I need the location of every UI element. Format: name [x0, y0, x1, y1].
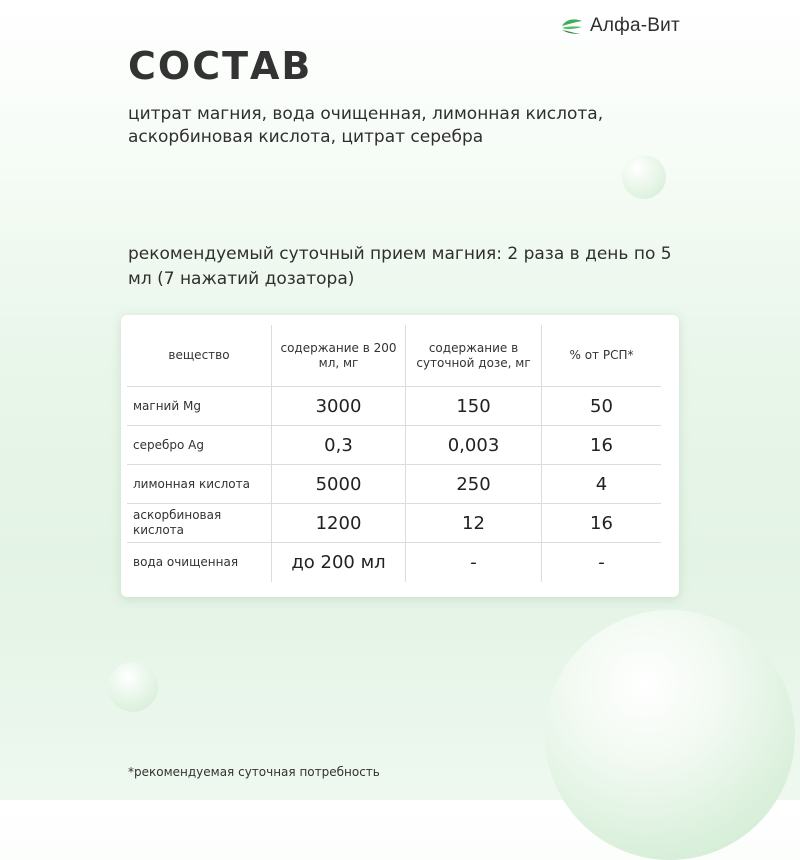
row-substance: серебро Ag: [133, 437, 204, 452]
composition-text: цитрат магния, вода очищенная, лимонная кислота, аскорбиновая кислота, цитрат серебра: [128, 104, 604, 147]
brand-logo: [560, 14, 680, 38]
row-rsp-percent: 16: [541, 504, 661, 542]
table-header-row: [127, 325, 661, 387]
row-substance: лимонная кислота: [133, 476, 250, 491]
row-content-daily: 250: [405, 465, 541, 503]
leaf-logo-icon: [560, 17, 584, 35]
row-content-200ml: до 200 мл: [271, 543, 405, 582]
row-substance: магний Mg: [133, 398, 201, 413]
header-content-daily: содержание в суточной дозе, мг: [405, 325, 541, 386]
composition-table-card: [121, 315, 679, 597]
header-substance: вещество: [168, 348, 230, 362]
page-title: СОСТАВ: [128, 44, 313, 88]
row-content-daily: -: [405, 543, 541, 582]
table-row: [127, 426, 661, 465]
brand-name: Алфа-Вит: [590, 15, 680, 36]
row-content-daily: 0,003: [405, 426, 541, 464]
row-content-daily: 150: [405, 387, 541, 425]
decor-bubble-left: [108, 662, 158, 712]
footnote: *рекомендуемая суточная потребность: [128, 765, 380, 779]
row-rsp-percent: -: [541, 543, 661, 582]
row-substance: вода очищенная: [133, 555, 239, 569]
row-rsp-percent: 4: [541, 465, 661, 503]
decor-bubble-large: [545, 610, 795, 860]
recommendation-text: рекомендуемый суточный прием магния: 2 раза в день по 5 мл (7 нажатий дозатора): [128, 244, 672, 289]
row-content-200ml: 5000: [271, 465, 405, 503]
decor-bubble-small: [622, 155, 666, 199]
row-content-200ml: 3000: [271, 387, 405, 425]
table-row: [127, 387, 661, 426]
row-content-200ml: 0,3: [271, 426, 405, 464]
table-row: [127, 504, 661, 543]
row-substance: аскорбиновая кислота: [133, 508, 222, 537]
composition-table: [127, 325, 661, 582]
header-rsp-percent: % от РСП*: [541, 325, 661, 386]
row-rsp-percent: 50: [541, 387, 661, 425]
table-row: [127, 465, 661, 504]
row-content-daily: 12: [405, 504, 541, 542]
row-rsp-percent: 16: [541, 426, 661, 464]
table-row: [127, 543, 661, 582]
header-content-200ml: содержание в 200 мл, мг: [271, 325, 405, 386]
row-content-200ml: 1200: [271, 504, 405, 542]
